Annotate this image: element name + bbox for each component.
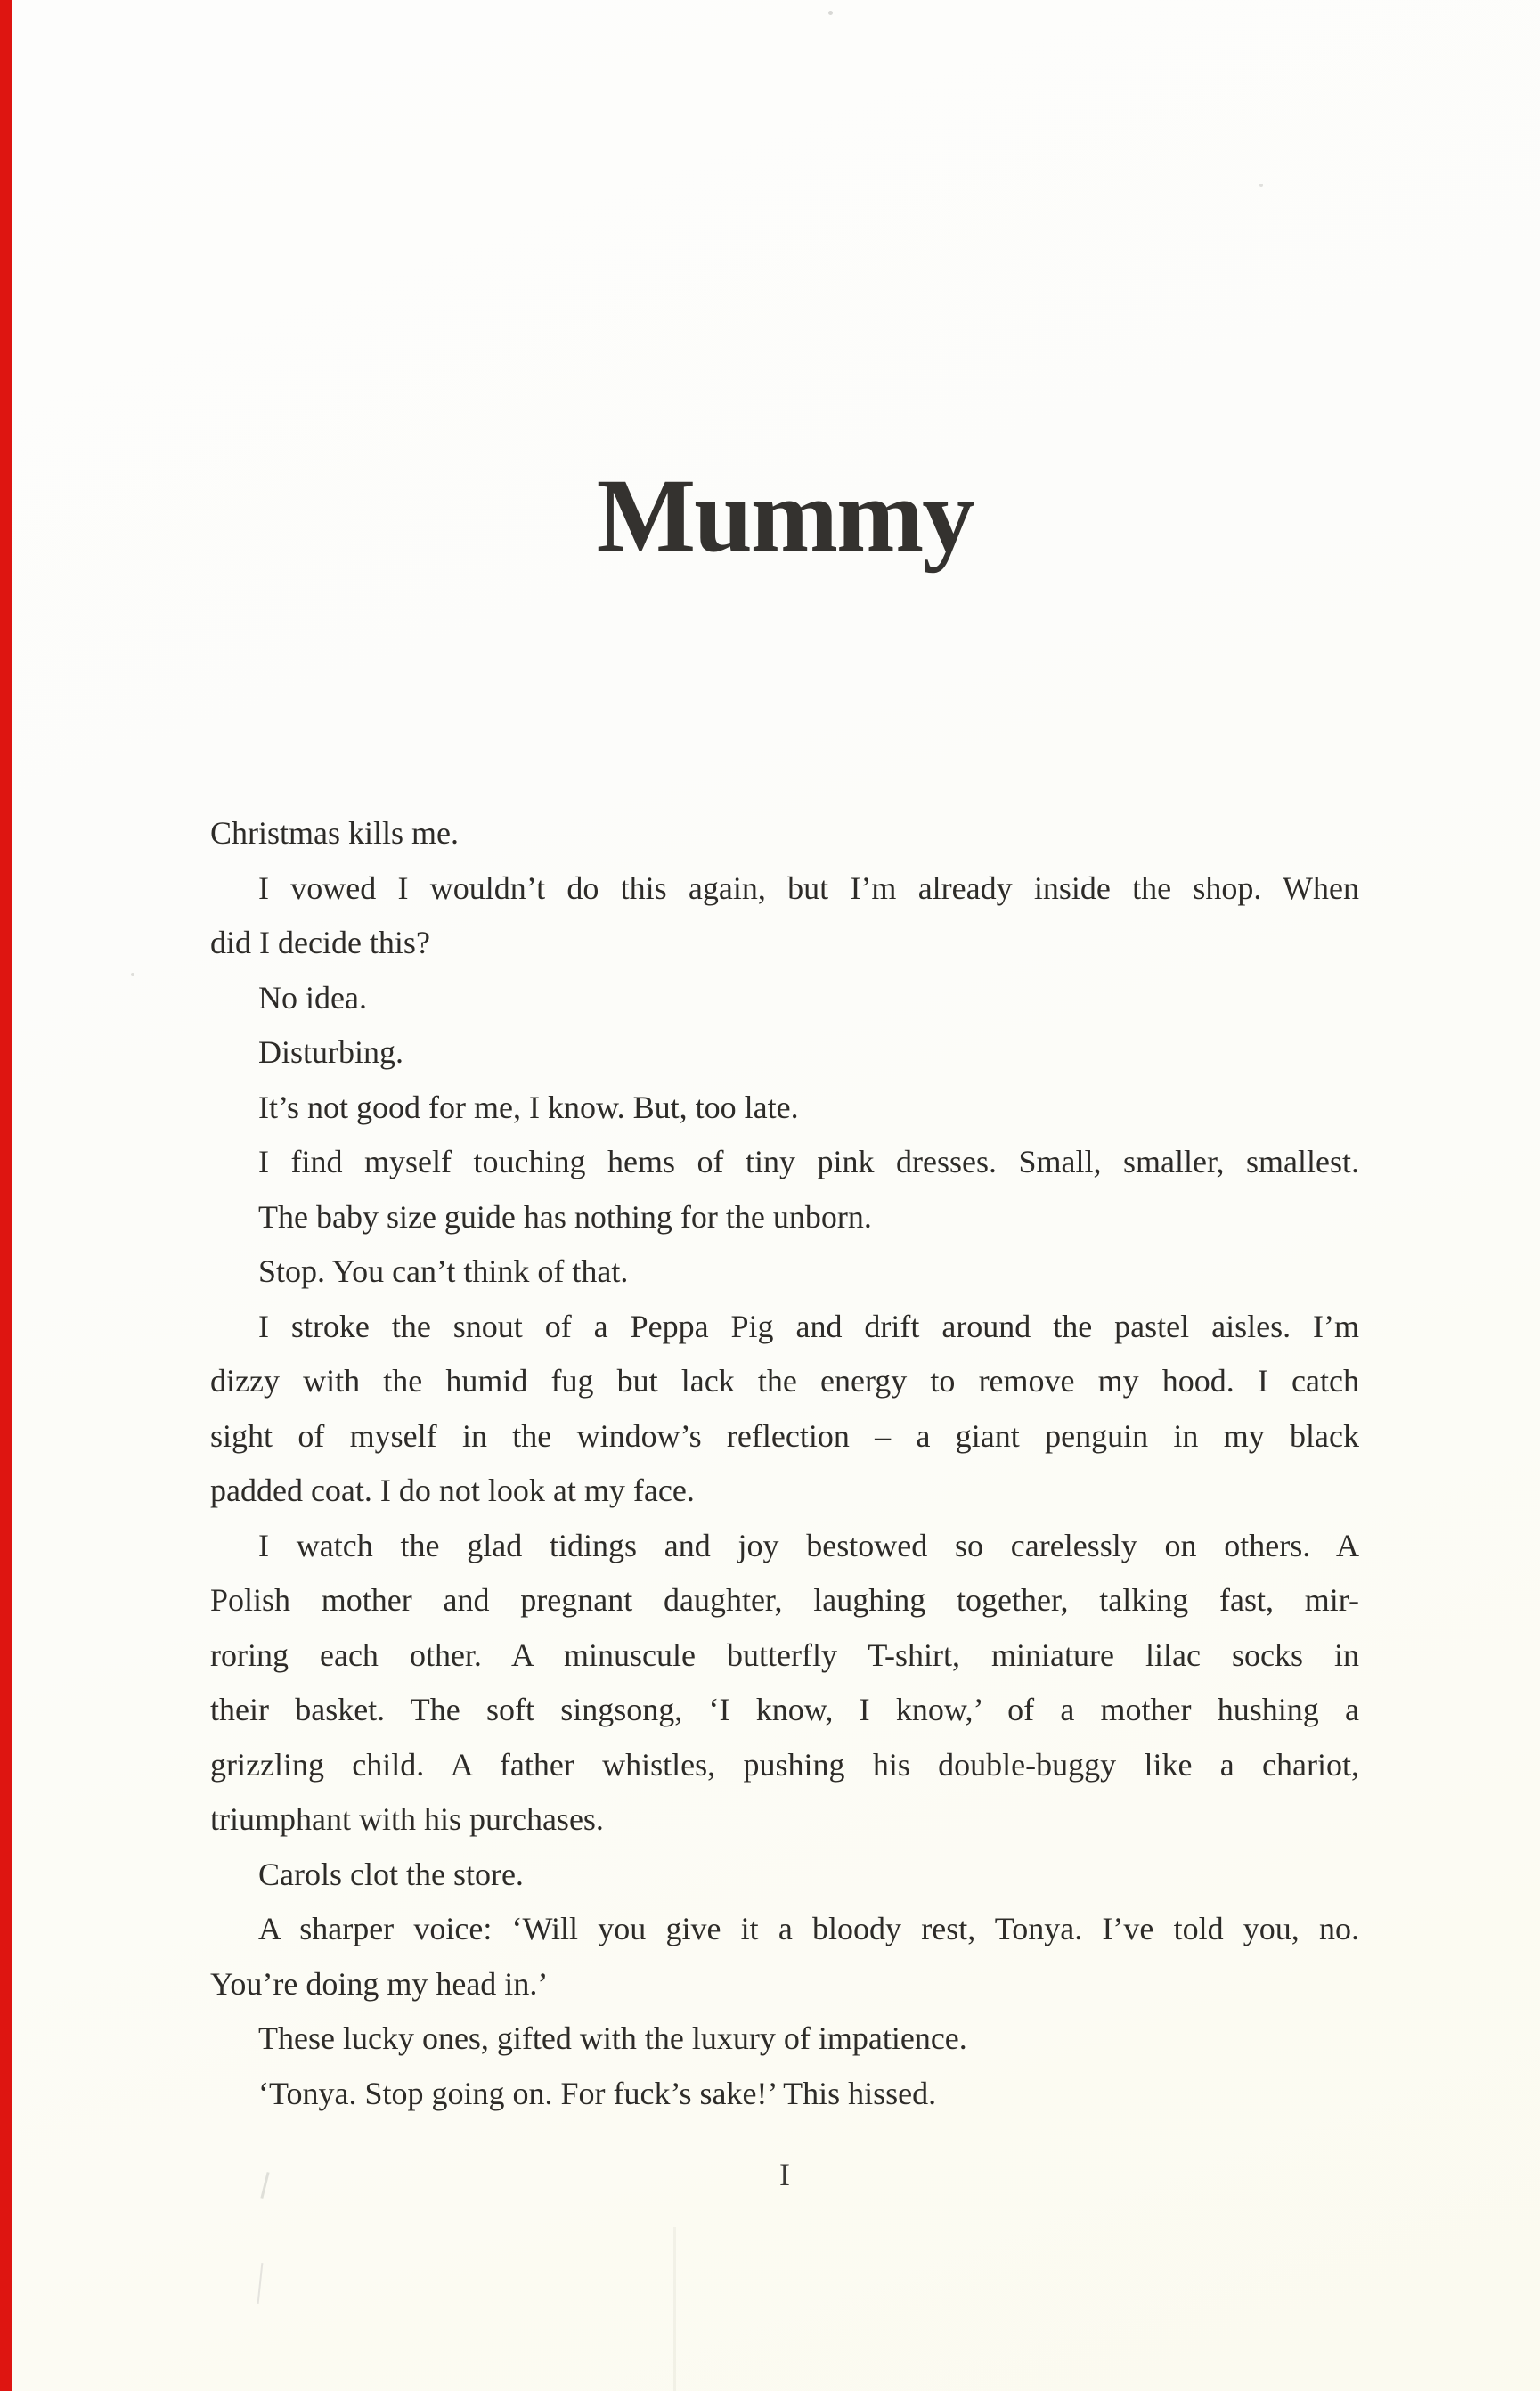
text-line-content: Christmas kills me. bbox=[210, 815, 459, 851]
text-line-content: These lucky ones, gifted with the luxury of impatience. bbox=[258, 2020, 967, 2056]
text-line-content: Stop. You can’t think of that. bbox=[258, 1253, 629, 1289]
text-line-content: did I decide this? bbox=[210, 925, 430, 960]
text-line-content: A sharper voice: ‘Will you give it a bloody rest, Tonya. I’ve told you, no. bbox=[258, 1911, 1359, 1946]
text-line bbox=[210, 1354, 1359, 1409]
text-line bbox=[210, 1957, 1359, 2012]
text-line bbox=[210, 861, 1359, 917]
text-line bbox=[210, 1409, 1359, 1465]
text-line-content: I find myself touching hems of tiny pink dresses. Small, smaller, smallest. bbox=[258, 1144, 1359, 1179]
text-line-content: The baby size guide has nothing for the unborn. bbox=[258, 1198, 872, 1235]
text-line-content: I watch the glad tidings and joy bestowed so carelessly on others. A bbox=[258, 1527, 1359, 1563]
text-line bbox=[210, 1025, 1359, 1081]
text-line-content: You’re doing my head in.’ bbox=[210, 1965, 549, 2002]
text-line bbox=[210, 1300, 1359, 1355]
text-line bbox=[210, 1792, 1359, 1848]
text-line-content: grizzling child. A father whistles, pushing his double-buggy like a chariot, bbox=[210, 1746, 1359, 1783]
scan-artifact-pencil-mark bbox=[257, 2263, 264, 2304]
text-line-content: No idea. bbox=[258, 979, 367, 1016]
scan-artifact-speck bbox=[131, 973, 134, 976]
text-line-content: I vowed I wouldn’t do this again, but I’m already inside the shop. When bbox=[258, 869, 1359, 906]
scan-artifact-speck bbox=[1259, 184, 1263, 187]
text-line bbox=[210, 1464, 1359, 1519]
text-line-content: triumphant with his purchases. bbox=[210, 1801, 604, 1837]
text-line bbox=[210, 1135, 1359, 1190]
text-line-content: dizzy with the humid fug but lack the energy to remove my hood. I catch bbox=[210, 1363, 1359, 1399]
text-line-content: I stroke the snout of a Peppa Pig and drift around the pastel aisles. I’m bbox=[258, 1308, 1359, 1344]
text-line-content: Disturbing. bbox=[258, 1034, 404, 1070]
text-line bbox=[210, 1244, 1359, 1300]
chapter-title: Mummy bbox=[596, 457, 974, 575]
text-line bbox=[210, 806, 1359, 861]
text-line-content: It’s not good for me, I know. But, too late. bbox=[258, 1089, 799, 1125]
text-line-content: padded coat. I do not look at my face. bbox=[210, 1473, 695, 1508]
scan-artifact-speck bbox=[828, 11, 833, 15]
text-line bbox=[210, 1628, 1359, 1684]
text-line bbox=[210, 1081, 1359, 1136]
text-line bbox=[210, 1190, 1359, 1245]
text-line-content: their basket. The soft singsong, ‘I know, I know,’ of a mother hushing a bbox=[210, 1692, 1359, 1727]
text-line bbox=[210, 1902, 1359, 1957]
text-line bbox=[210, 1683, 1359, 1738]
text-line bbox=[210, 971, 1359, 1026]
text-line-content: ‘Tonya. Stop going on. For fuck’s sake!’ This hissed. bbox=[258, 2075, 937, 2111]
text-block bbox=[210, 806, 1359, 2121]
scan-artifact-crease bbox=[673, 2227, 676, 2391]
text-line bbox=[210, 1738, 1359, 1793]
text-line-content: Polish mother and pregnant daughter, laughing together, talking fast, mir- bbox=[210, 1582, 1359, 1618]
text-line bbox=[210, 916, 1359, 971]
text-line bbox=[210, 1848, 1359, 1903]
text-line bbox=[210, 1573, 1359, 1628]
text-line bbox=[210, 2012, 1359, 2067]
text-line bbox=[210, 2067, 1359, 2122]
text-line-content: sight of myself in the window’s reflection – a giant penguin in my black bbox=[210, 1417, 1359, 1454]
text-line-content: Carols clot the store. bbox=[258, 1856, 524, 1892]
text-line-content: roring each other. A minuscule butterfly T-shirt, miniature lilac socks in bbox=[210, 1636, 1359, 1673]
page-number: I bbox=[779, 2157, 790, 2192]
text-line bbox=[210, 1519, 1359, 1574]
red-page-edge-stripe bbox=[0, 0, 12, 2391]
